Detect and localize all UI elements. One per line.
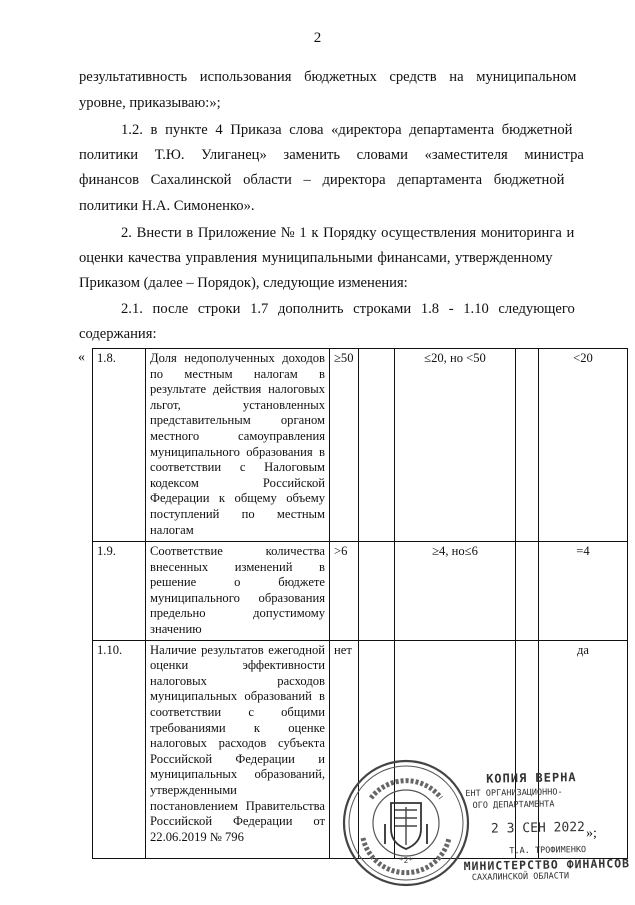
value-low: нет: [330, 640, 359, 858]
row-number: 1.8.: [93, 349, 146, 542]
empty-cell: [516, 349, 539, 542]
empty-cell: [359, 349, 395, 542]
stamp-date: 2 3 СЕН 2022: [490, 820, 586, 837]
official-seal-icon: [341, 758, 471, 888]
stamp-signer: Т.А. ТРОФИМЕНКО: [509, 844, 587, 857]
table-row: [93, 349, 628, 542]
stamp-region: САХАЛИНСКОЙ ОБЛАСТИ: [471, 871, 570, 883]
para3-line1: 2. Внести в Приложение № 1 к Порядку осуществления мониторинга и: [121, 225, 575, 241]
table-row: [93, 542, 628, 641]
value-mid: ≤20, но <50: [395, 349, 516, 542]
para1-line1: результативность использования бюджетных средств на муниципальном: [79, 69, 577, 85]
para4-line2: содержания:: [79, 326, 157, 342]
dept-line-2: ОГО ДЕПАРТАМЕНТА: [472, 799, 555, 811]
copy-verified-label: КОПИЯ ВЕРНА: [485, 770, 577, 786]
svg-text:*2*: *2*: [398, 856, 414, 865]
row-number: 1.10.: [93, 640, 146, 858]
value-low: >6: [330, 542, 359, 641]
open-quote: «: [78, 350, 85, 365]
page-number: 2: [313, 30, 322, 46]
indicator-text: Соответствие количества внесенных изменений в решение о бюджете муниципального образования предельно допустимому значению: [146, 542, 330, 641]
value-mid: ≥4, но≤6: [395, 542, 516, 641]
dept-line-1: ЕНТ ОРГАНИЗАЦИОННО-: [465, 787, 563, 800]
para4-line1: 2.1. после строки 1.7 дополнить строками 1.8 - 1.10 следующего: [121, 301, 575, 317]
para2-line4: политики Н.А. Симоненко».: [79, 198, 255, 214]
para3-line3: Приказом (далее – Порядок), следующие изменения:: [79, 275, 408, 291]
stamp-ministry: МИНИСТЕРСТВО ФИНАНСОВ: [463, 856, 631, 874]
value-high: =4: [539, 542, 628, 641]
para2-line1: 1.2. в пункте 4 Приказа слова «директора департамента бюджетной: [121, 122, 573, 138]
empty-cell: [516, 542, 539, 641]
close-quote: »;: [586, 826, 597, 841]
row-number: 1.9.: [93, 542, 146, 641]
para2-line2: политики Т.Ю. Улиганец» заменить словами «заместителя министра: [79, 147, 584, 163]
empty-cell: [359, 542, 395, 641]
para3-line2: оценки качества управления муниципальными финансами, утвержденному: [79, 250, 553, 266]
value-low: ≥50: [330, 349, 359, 542]
para1-line2: уровне, приказываю:»;: [79, 95, 221, 111]
value-high: да: [539, 640, 628, 858]
value-high: <20: [539, 349, 628, 542]
indicator-text: Доля недополученных доходов по местным налогам в результате действия налоговых льгот, установленных представительным органом местного самоуправления муниципального образования в соответствии с Налоговым кодексом Российской Федерации к общему объему поступлений по местным налогам: [146, 349, 330, 542]
para2-line3: финансов Сахалинской области – директора департамента бюджетной: [79, 172, 565, 188]
indicator-text: Наличие результатов ежегодной оценки эффективности налоговых расходов муниципальных образований в соответствии с общими требованиями к оценке налоговых расходов субъекта Российской Федерации и муниципальных образований, утвержденными постановлением Правительства Российской Федерации от 22.06.2019 № 796: [146, 640, 330, 858]
